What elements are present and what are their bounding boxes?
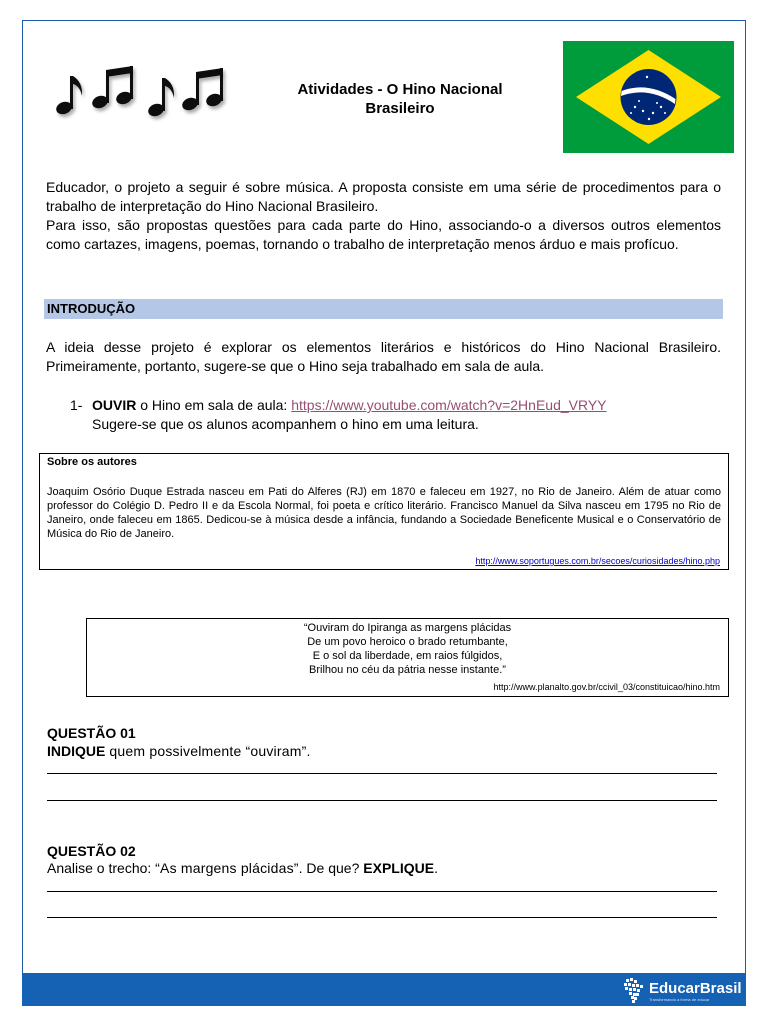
- brazil-flag-icon: [563, 41, 734, 153]
- question-2-title: QUESTÃO 02: [47, 843, 136, 859]
- question-2-keyword: EXPLIQUE: [363, 860, 435, 876]
- verse-line: “Ouviram do Ipiranga as margens plácidas: [303, 622, 512, 634]
- authors-box-heading: Sobre os autores: [47, 456, 137, 468]
- verse-line: E o sol da liberdade, em raios fúlgidos,: [312, 650, 503, 662]
- section-header-bar: [44, 299, 723, 319]
- section-header-label: INTRODUÇÃO: [47, 301, 136, 316]
- verse-line: De um povo heroico o brado retumbante,: [307, 636, 508, 648]
- list-item-number: 1-: [70, 397, 83, 413]
- list-item-line-2: Sugere-se que os alunos acompanhem o hino em uma leitura.: [92, 416, 479, 432]
- list-item-text: o Hino em sala de aula:: [136, 397, 292, 413]
- authors-source-link[interactable]: http://www.soportugues.com.br/secoes/curiosidades/hino.php: [475, 556, 720, 566]
- question-2-text: [47, 859, 438, 877]
- authors-box-body: Joaquim Osório Duque Estrada nasceu em Pati do Alferes (RJ) em 1870 e faleceu em 1927, no Rio de Janeiro. Além de atuar como professor do Colégio D. Pedro II e da Escola Normal, foi poeta e crítico literário. Francisco Manuel da Silva nasceu em 1795 no Rio de Janeiro, onde faleceu em 1865. Dedicou-se à música desde a infância, fundando a Sociedade Beneficente Musical e o Conservatório de Música do Rio de Janeiro.: [47, 486, 721, 540]
- educarbrasil-logo: [622, 975, 742, 1005]
- question-2-mid: . De que?: [298, 860, 364, 876]
- logo-name: EducarBrasil: [649, 980, 742, 997]
- answer-line[interactable]: [47, 773, 717, 774]
- question-1-text: [47, 742, 311, 760]
- logo-tagline: Transformando a forma de educar: [649, 997, 710, 1002]
- question-2-quote: “As margens plácidas”: [155, 860, 299, 876]
- section-paragraph: A ideia desse projeto é explorar os elementos literários e históricos do Hino Nacional Brasileiro. Primeiramente, portanto, sugere-se que o Hino seja trabalhado em sala de aula.: [46, 339, 721, 374]
- question-1-keyword: INDIQUE: [47, 743, 106, 759]
- question-1-title: QUESTÃO 01: [47, 725, 136, 741]
- authors-box: [39, 453, 729, 570]
- question-2-end: .: [434, 860, 438, 876]
- answer-line[interactable]: [47, 917, 717, 918]
- brazil-map-icon: [622, 977, 646, 1003]
- intro-paragraph-2: Para isso, são propostas questões para cada parte do Hino, associando-o a diversos outros elementos como cartazes, imagens, poemas, tornando o trabalho de interpretação menos árduo e mais profícuo.: [46, 217, 721, 252]
- verse-box: [86, 618, 729, 697]
- page-title: [255, 80, 545, 118]
- verse-source: http://www.planalto.gov.br/ccivil_03/constituicao/hino.htm: [493, 682, 720, 692]
- verse-line: Brilhou no céu da pátria nesse instante.”: [309, 664, 506, 676]
- answer-line[interactable]: [47, 800, 717, 801]
- question-2-prefix: Analise o trecho:: [47, 860, 156, 876]
- list-item-keyword: OUVIR: [92, 397, 137, 413]
- title-line-2: Brasileiro: [365, 100, 435, 117]
- music-notes-icon: [52, 64, 232, 124]
- answer-line[interactable]: [47, 891, 717, 892]
- title-line-1: Atividades - O Hino Nacional: [297, 81, 503, 98]
- youtube-link[interactable]: https://www.youtube.com/watch?v=2HnEud_VRYY: [291, 397, 607, 413]
- intro-paragraph-1: Educador, o projeto a seguir é sobre música. A proposta consiste em uma série de procedimentos para o trabalho de interpretação do Hino Nacional Brasileiro.: [46, 179, 721, 214]
- verse-text: [87, 621, 728, 677]
- question-1-prompt: quem possivelmente “ouviram”.: [105, 743, 311, 759]
